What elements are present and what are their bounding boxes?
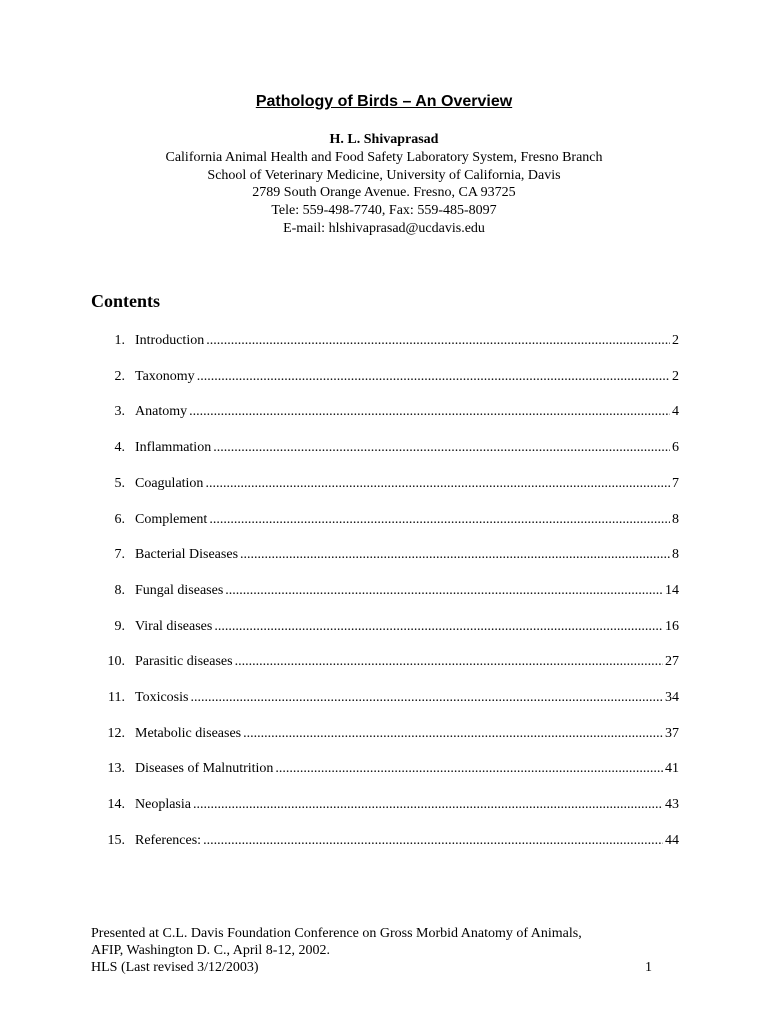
toc-entry-number: 10. <box>107 654 125 670</box>
toc-dot-leader <box>225 583 663 599</box>
toc-entry-line <box>135 761 679 777</box>
toc-entry-page: 41 <box>665 761 679 777</box>
toc-entry-label: Parasitic diseases <box>135 654 233 670</box>
toc-entry-page: 27 <box>665 654 679 670</box>
toc-entry-label: Introduction <box>135 333 205 348</box>
toc-entry-page: 4 <box>672 404 679 420</box>
toc-entry-number: 15. <box>107 832 125 848</box>
toc-dot-leader <box>209 512 670 528</box>
toc-entry-label: Complement <box>135 511 208 527</box>
toc-entry-label: Neoplasia <box>135 797 191 813</box>
toc-entry <box>0 369 768 389</box>
toc-entry-number: 3. <box>114 404 125 420</box>
toc-entry-line <box>135 797 679 813</box>
toc-entry <box>0 512 768 532</box>
toc-entry <box>0 404 768 424</box>
toc-entry <box>0 440 768 460</box>
toc-dot-leader <box>206 333 670 349</box>
page-number: 1 <box>645 960 652 975</box>
toc-entry-line <box>135 833 679 849</box>
affiliation-line: School of Veterinary Medicine, University of California, Davis <box>207 167 561 183</box>
toc-entry-page: 2 <box>672 368 679 384</box>
toc-entry <box>0 654 768 674</box>
toc-entry-label: Coagulation <box>135 475 204 491</box>
toc-entry-page: 43 <box>665 797 679 813</box>
toc-entry-number: 7. <box>114 547 125 563</box>
author-name: H. L. Shivaprasad <box>329 132 439 147</box>
toc-entry-page: 6 <box>672 440 679 456</box>
contents-heading: Contents <box>91 291 161 311</box>
toc-entry <box>0 547 768 567</box>
toc-dot-leader <box>190 690 663 706</box>
toc-entry-label: Anatomy <box>135 404 188 420</box>
affiliation-line: California Animal Health and Food Safety Laboratory System, Fresno Branch <box>165 149 603 165</box>
toc-dot-leader <box>197 369 670 385</box>
toc-entry-page: 7 <box>672 475 679 491</box>
footer-location-line: AFIP, Washington D. C., April 8-12, 2002. <box>91 943 330 958</box>
toc-entry-line <box>135 726 679 742</box>
toc-entry-line <box>135 440 679 456</box>
toc-entry-label: Diseases of Malnutrition <box>135 761 274 777</box>
toc-entry-page: 8 <box>672 547 679 563</box>
footer-conference-line: Presented at C.L. Davis Foundation Conference on Gross Morbid Anatomy of Animals, <box>91 926 582 941</box>
toc-entry-label: Bacterial Diseases <box>135 547 239 563</box>
toc-entry-label: Metabolic diseases <box>135 725 242 741</box>
toc-entry-line <box>135 619 679 635</box>
toc-entry-page: 34 <box>665 690 679 705</box>
toc-entry-number: 11. <box>108 690 125 705</box>
toc-entry-number: 2. <box>114 368 125 384</box>
toc-entry-page: 37 <box>665 725 679 741</box>
toc-entry-page: 8 <box>672 511 679 527</box>
toc-entry <box>0 797 768 817</box>
toc-entry <box>0 761 768 781</box>
toc-entry-number: 9. <box>114 618 125 634</box>
page-footer <box>91 925 681 976</box>
toc-dot-leader <box>243 726 663 742</box>
toc-dot-leader <box>275 761 663 777</box>
toc-dot-leader <box>203 833 663 849</box>
toc-entry-line <box>135 512 679 528</box>
toc-entry <box>0 690 768 710</box>
toc-entry-number: 13. <box>107 761 125 777</box>
toc-entry-label: Viral diseases <box>135 618 213 634</box>
toc-dot-leader <box>214 619 663 635</box>
toc-dot-leader <box>235 654 663 670</box>
toc-entry-label: References: <box>135 832 202 848</box>
address-line: 2789 South Orange Avenue. Fresno, CA 93725 <box>252 185 516 201</box>
toc-dot-leader <box>205 476 670 492</box>
email-line: E-mail: hlshivaprasad@ucdavis.edu <box>283 220 485 236</box>
toc-entry-number: 8. <box>114 582 125 598</box>
phone-line: Tele: 559-498-7740, Fax: 559-485-8097 <box>271 203 497 219</box>
toc-entry-line <box>135 583 679 599</box>
toc-entry-label: Inflammation <box>135 440 212 456</box>
toc-entry <box>0 619 768 639</box>
toc-entry-line <box>135 654 679 670</box>
footer-revision: HLS (Last revised 3/12/2003) <box>91 960 259 975</box>
toc-entry-page: 44 <box>665 832 679 848</box>
toc-entry <box>0 833 768 853</box>
toc-entry-label: Fungal diseases <box>135 582 224 598</box>
toc-entry-page: 16 <box>665 618 679 634</box>
toc-entry-number: 14. <box>107 797 125 813</box>
author-block <box>0 131 768 238</box>
toc-entry-line <box>135 690 679 706</box>
toc-dot-leader <box>213 440 670 456</box>
toc-entry-number: 12. <box>107 725 125 741</box>
toc-entry-line <box>135 547 679 563</box>
toc-entry-number: 5. <box>114 475 125 491</box>
toc-entry-label: Taxonomy <box>135 368 195 384</box>
document-title: Pathology of Birds – An Overview <box>255 93 513 110</box>
toc-entry-number: 1. <box>114 333 125 348</box>
toc-entry-line <box>135 404 679 420</box>
toc-dot-leader <box>189 404 670 420</box>
toc-entry-number: 4. <box>114 440 125 456</box>
toc-entry <box>0 333 768 353</box>
toc-entry-page: 14 <box>665 582 679 598</box>
toc-entry-line <box>135 333 679 349</box>
toc-dot-leader <box>240 547 670 563</box>
toc-entry-line <box>135 476 679 492</box>
toc-entry-number: 6. <box>114 511 125 527</box>
toc-entry <box>0 583 768 603</box>
toc-entry-page: 2 <box>672 333 679 348</box>
toc-entry-line <box>135 369 679 385</box>
toc-dot-leader <box>193 797 663 813</box>
footer-revision-row <box>91 959 681 976</box>
toc-entry <box>0 476 768 496</box>
toc-entry <box>0 726 768 746</box>
toc-entry-label: Toxicosis <box>135 690 189 705</box>
